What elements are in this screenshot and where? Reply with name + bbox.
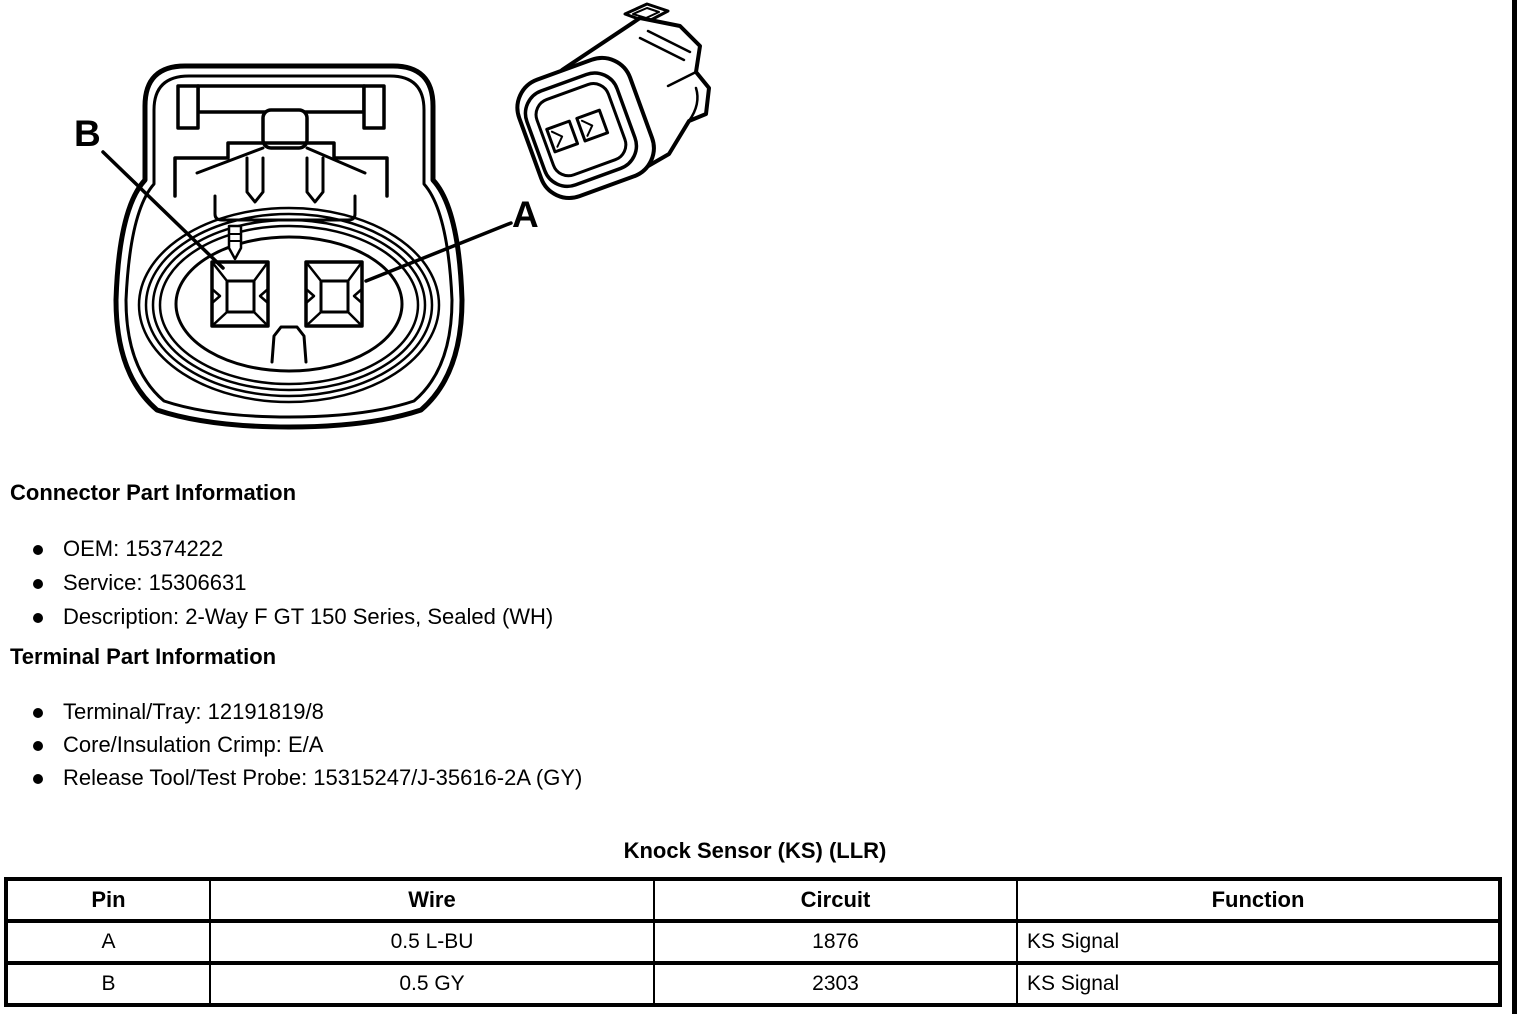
terminal-cavity-a (306, 262, 362, 326)
column-header-circuit: Circuit (654, 879, 1017, 921)
table-title: Knock Sensor (KS) (LLR) (623, 838, 887, 863)
connector-info-item-oem: OEM: 15374222 (63, 536, 224, 561)
cell-wire: 0.5 L-BU (210, 921, 654, 963)
perspective-view-drawing (509, 4, 709, 206)
table-header-row (6, 879, 1500, 921)
column-header-wire: Wire (210, 879, 654, 921)
cell-circuit: 2303 (654, 963, 1017, 1005)
terminal-info-item-crimp: Core/Insulation Crimp: E/A (63, 732, 324, 757)
connector-info-item-description: Description: 2-Way F GT 150 Series, Sealed (WH) (63, 604, 554, 629)
table-row (6, 921, 1500, 963)
column-header-pin: Pin (6, 879, 210, 921)
terminal-cavity-b (212, 262, 268, 326)
terminal-info-item-tray: Terminal/Tray: 12191819/8 (63, 699, 324, 724)
keying-tab (272, 327, 306, 362)
pinout-table (4, 877, 1502, 1007)
cell-wire: 0.5 GY (210, 963, 654, 1005)
connector-info-item-service: Service: 15306631 (63, 570, 247, 595)
pin-label-a: A (512, 194, 539, 235)
cell-circuit: 1876 (654, 921, 1017, 963)
front-view-drawing (116, 66, 462, 427)
column-header-function: Function (1017, 879, 1500, 921)
bullet-icon (33, 741, 43, 751)
connector-part-info-heading: Connector Part Information (10, 480, 297, 505)
bullet-icon (33, 613, 43, 623)
bullet-icon (33, 545, 43, 555)
terminal-info-item-release-tool: Release Tool/Test Probe: 15315247/J-35616-2A (GY) (63, 765, 583, 790)
bullet-icon (33, 774, 43, 784)
bullet-icon (33, 708, 43, 718)
connector-diagram (0, 0, 760, 460)
terminal-part-info-heading: Terminal Part Information (10, 644, 277, 669)
table-row (6, 963, 1500, 1005)
cell-pin: B (6, 963, 210, 1005)
page-edge-divider (1512, 0, 1517, 1014)
pin-label-b: B (74, 113, 101, 154)
bullet-icon (33, 579, 43, 589)
cell-pin: A (6, 921, 210, 963)
cell-function: KS Signal (1017, 921, 1500, 963)
cell-function: KS Signal (1017, 963, 1500, 1005)
